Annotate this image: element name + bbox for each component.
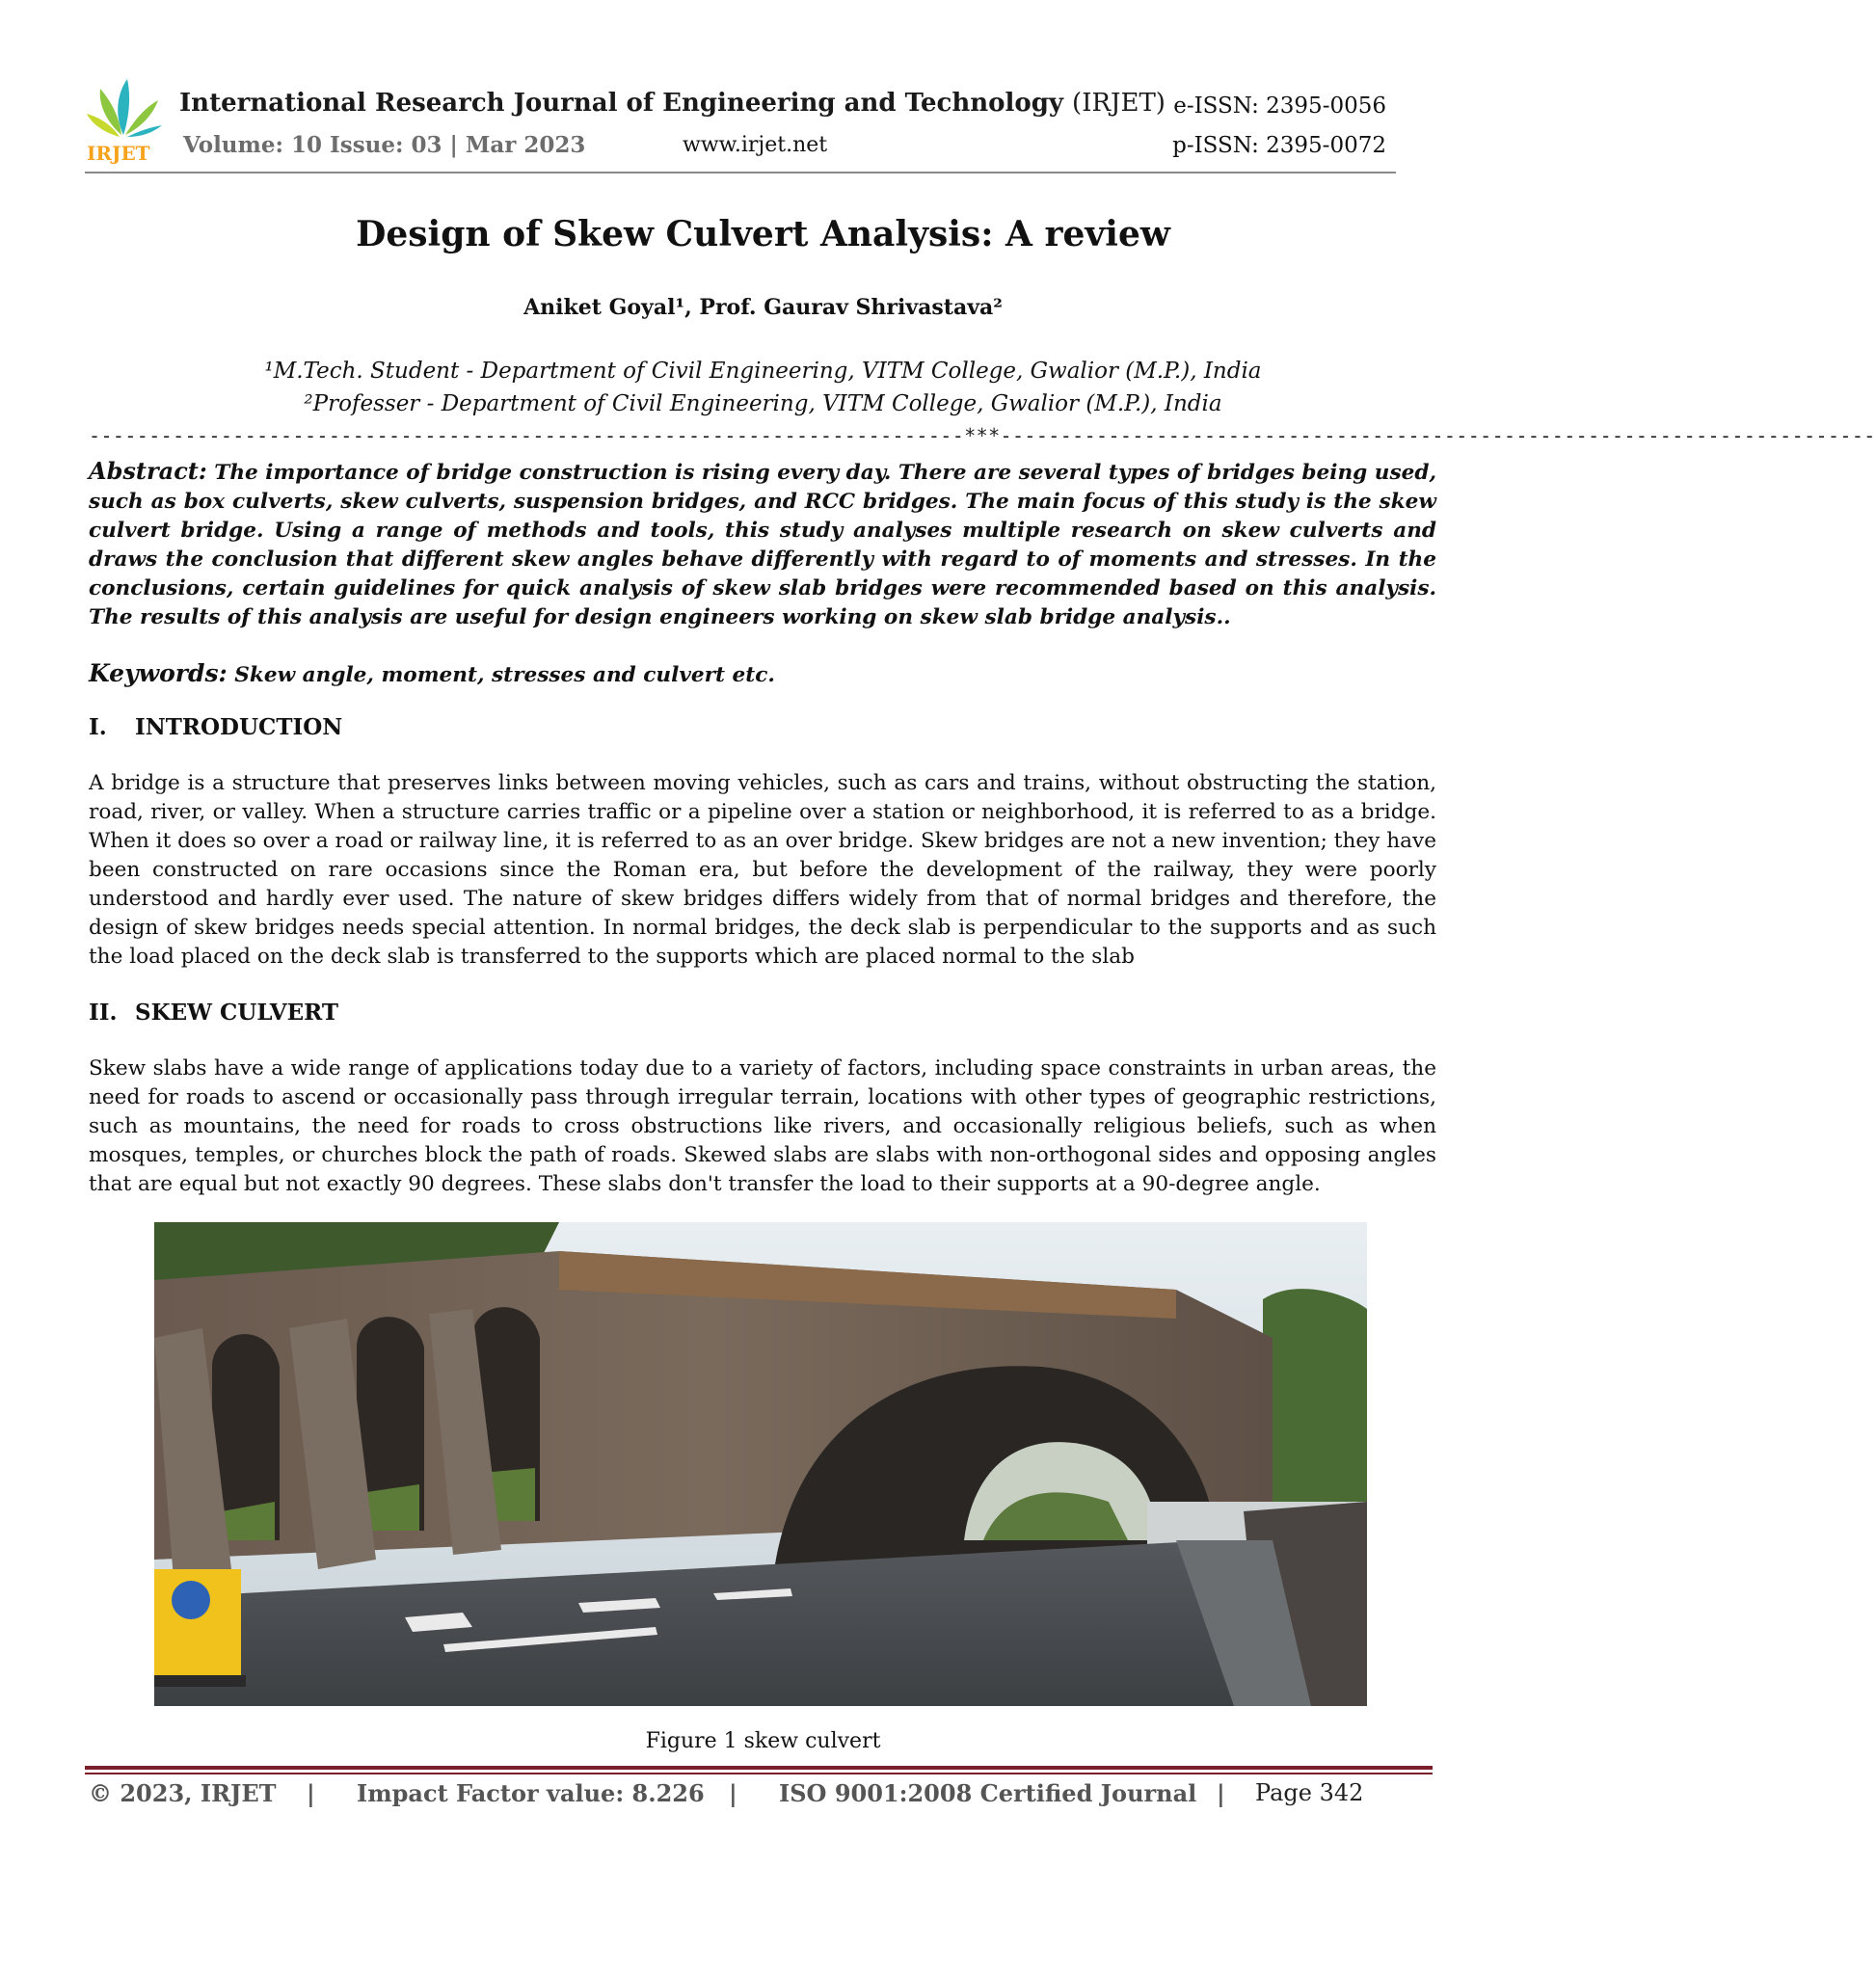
footer-divider: | <box>307 1779 315 1807</box>
footer-rule-thick <box>85 1766 1433 1770</box>
footer-rule-thin <box>85 1773 1433 1774</box>
eissn: e-ISSN: 2395-0056 <box>1173 93 1386 119</box>
footer-divider: | <box>729 1779 737 1807</box>
footer-impact-factor: Impact Factor value: 8.226 <box>357 1779 705 1807</box>
svg-text:IRJET: IRJET <box>87 142 150 165</box>
skew-culvert-photo <box>154 1222 1367 1706</box>
affiliation-2: ²Professer - Department of Civil Engineering, VITM College, Gwalior (M.P.), India <box>304 391 1222 416</box>
paper-authors: Aniket Goyal¹, Prof. Gaurav Shrivastava² <box>523 295 1003 320</box>
volume-issue: Volume: 10 Issue: 03 | Mar 2023 <box>183 132 586 158</box>
affiliation-1: ¹M.Tech. Student - Department of Civil Engineering, VITM College, Gwalior (M.P.), India <box>264 359 1262 384</box>
keywords-text: Skew angle, moment, stresses and culvert etc. <box>227 663 775 687</box>
abstract-label: Abstract: <box>89 457 207 485</box>
section-heading-introduction: I. INTRODUCTION <box>89 714 343 740</box>
page-number: Page 342 <box>1255 1779 1364 1806</box>
abstract <box>89 457 1436 632</box>
irjet-logo <box>85 75 164 164</box>
abstract-text: The importance of bridge construction is rising every day. There are several types of bridges being used, such as box culverts, skew culverts, suspension bridges, and RCC bridges. The main focus of this study is the skew culvert bridge. Using a range of methods and tools, this study analyses multiple research on skew culverts and draws the conclusion that different skew angles behave differently with regard to of moments and stresses. In the conclusions, certain guidelines for quick analysis of skew slab bridges were recommended based on this analysis. The results of this analysis are useful for design engineers working on skew slab bridge analysis.. <box>89 461 1436 629</box>
footer-iso: ISO 9001:2008 Certified Journal <box>779 1779 1197 1807</box>
skew-culvert-paragraph: Skew slabs have a wide range of applications today due to a variety of factors, including space constraints in urban areas, the need for roads to ascend or occasionally pass through irregular terrain, locations with other types of geographic restrictions, such as mountains, the need for roads to cross obstructions like rivers, and occasionally religious beliefs, such as when mosques, temples, or churches block the path of roads. Skewed slabs are slabs with non-orthogonal sides and opposing angles that are equal but not exactly 90 degrees. These slabs don't transfer the load to their supports at a 90-degree angle. <box>89 1056 1436 1196</box>
keywords-label: Keywords: <box>89 659 228 687</box>
section-heading-skew-culvert: II. SKEW CULVERT <box>89 1000 338 1026</box>
footer-copyright: © 2023, IRJET <box>89 1779 277 1807</box>
section-separator: -------------------------------------------------------------------------***------------------------------------------------------------------------- <box>89 424 1876 447</box>
journal-website[interactable]: www.irjet.net <box>683 133 828 157</box>
journal-header <box>85 69 1396 173</box>
footer-divider: | <box>1217 1779 1225 1807</box>
figure-caption: Figure 1 skew culvert <box>645 1729 881 1753</box>
pissn: p-ISSN: 2395-0072 <box>1172 133 1386 158</box>
paper-title: Design of Skew Culvert Analysis: A review <box>356 214 1170 254</box>
keywords <box>89 659 1436 690</box>
header-divider <box>85 172 1396 173</box>
journal-name: International Research Journal of Engineering and Technology (IRJET) <box>179 89 1166 118</box>
introduction-paragraph: A bridge is a structure that preserves links between moving vehicles, such as cars and trains, without obstructing the station, road, river, or valley. When a structure carries traffic or a pipeline over a station or neighborhood, it is referred to as a bridge. When it does so over a road or railway line, it is referred to as an over bridge. Skew bridges are not a new invention; they have been constructed on rare occasions since the Roman era, but before the development of the railway, they were poorly understood and hardly ever used. The nature of skew bridges differs widely from that of normal bridges and therefore, the design of skew bridges needs special attention. In normal bridges, the deck slab is perpendicular to the supports and as such the load placed on the deck slab is transferred to the supports which are placed normal to the slab <box>89 771 1436 969</box>
